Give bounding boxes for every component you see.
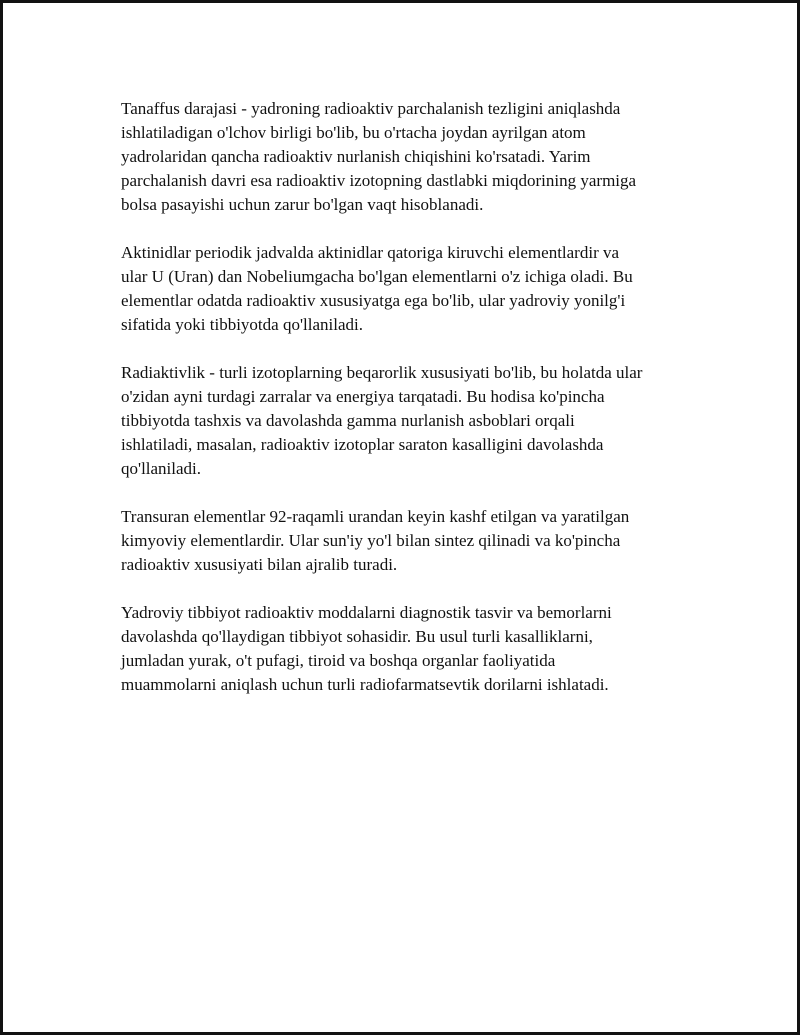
paragraph-line: kimyoviy elementlardir. Ular sun'iy yo'l bilan sintez qilinadi va ko'pincha [121, 531, 621, 550]
paragraph-line: ishlatiladigan o'lchov birligi bo'lib, bu o'rtacha joydan ayrilgan atom [121, 123, 586, 142]
paragraph-line: yadrolaridan qancha radioaktiv nurlanish chiqishini ko'rsatadi. Yarim [121, 147, 591, 166]
document-body [121, 97, 721, 721]
paragraph-line: Yadroviy tibbiyot radioaktiv moddalarni diagnostik tasvir va bemorlarni [121, 603, 612, 622]
paragraph-line: davolashda qo'llaydigan tibbiyot sohasidir. Bu usul turli kasalliklarni, [121, 627, 593, 646]
paragraph-line: Tanaffus darajasi - yadroning radioaktiv parchalanish tezligini aniqlashda [121, 99, 621, 118]
paragraph-radiaktivlik [121, 361, 721, 481]
paragraph-line: elementlar odatda radioaktiv xususiyatga ega bo'lib, ular yadroviy yonilg'i [121, 291, 626, 310]
paragraph-yadroviy-tibbiyot [121, 601, 721, 697]
paragraph-tanaffus-darajasi [121, 97, 721, 217]
paragraph-line: Transuran elementlar 92-raqamli urandan keyin kashf etilgan va yaratilgan [121, 507, 630, 526]
paragraph-line: sifatida yoki tibbiyotda qo'llaniladi. [121, 315, 363, 334]
paragraph-line: muammolarni aniqlash uchun turli radiofarmatsevtik dorilarni ishlatadi. [121, 675, 609, 694]
paragraph-line: tibbiyotda tashxis va davolashda gamma nurlanish asboblari orqali [121, 411, 575, 430]
paragraph-line: parchalanish davri esa radioaktiv izotopning dastlabki miqdorining yarmiga [121, 171, 637, 190]
paragraph-line: ishlatiladi, masalan, radioaktiv izotoplar saraton kasalligini davolashda [121, 435, 604, 454]
paragraph-line: qo'llaniladi. [121, 459, 202, 478]
paragraph-line: bolsa pasayishi uchun zarur bo'lgan vaqt hisoblanadi. [121, 195, 484, 214]
paragraph-line: radioaktiv xususiyati bilan ajralib turadi. [121, 555, 398, 574]
paragraph-line: jumladan yurak, o't pufagi, tiroid va boshqa organlar faoliyatida [121, 651, 556, 670]
paragraph-line: Aktinidlar periodik jadvalda aktinidlar qatoriga kiruvchi elementlardir va [121, 243, 620, 262]
paragraph-line: Radiaktivlik - turli izotoplarning beqarorlik xususiyati bo'lib, bu holatda ular [121, 363, 643, 382]
paragraph-transuran-elementlar [121, 505, 721, 577]
paragraph-line: ular U (Uran) dan Nobeliumgacha bo'lgan elementlarni o'z ichiga oladi. Bu [121, 267, 633, 286]
paragraph-aktinidlar [121, 241, 721, 337]
paragraph-line: o'zidan ayni turdagi zarralar va energiya tarqatadi. Bu hodisa ko'pincha [121, 387, 605, 406]
